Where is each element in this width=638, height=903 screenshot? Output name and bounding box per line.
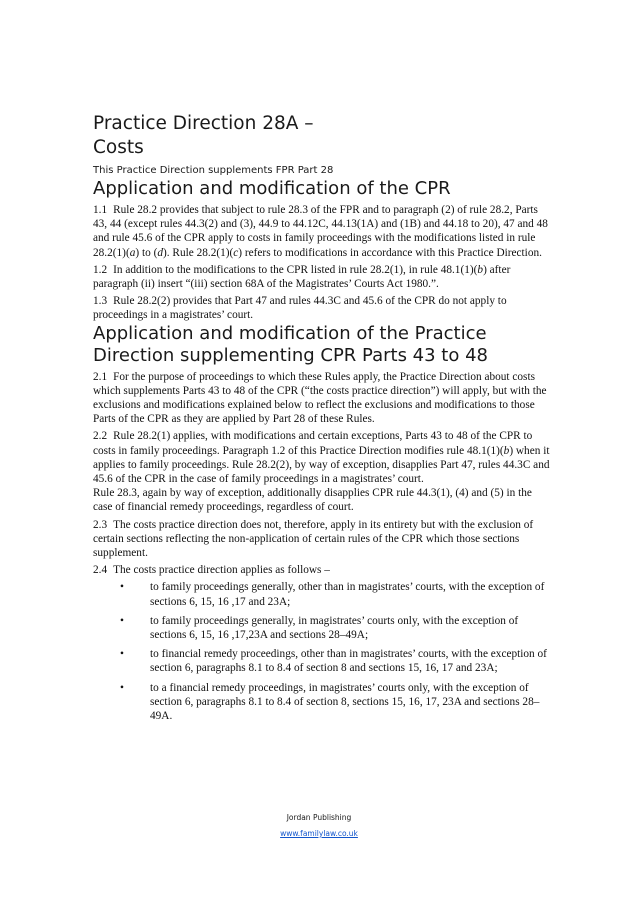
document-title-line1: Practice Direction 28A –: [93, 113, 314, 134]
page-content: [93, 112, 551, 728]
website-link[interactable]: www.familylaw.co.uk: [280, 829, 358, 838]
paragraph-2-1: 2.1 For the purpose of proceedings to which these Rules apply, the Practice Direction about costs which supplements Parts 43 to 48 of the CPR (“the costs practice direction”) will apply, but with the exclusions and modifications explained below to reflect the exclusions and modifications to those Parts of the CPR as they are applied by Part 28 of these Rules.: [93, 370, 547, 426]
bullet-icon: •: [120, 581, 124, 594]
list-item: • to a financial remedy proceedings, in magistrates’ courts only, with the exception of section 6, paragraphs 8.1 to 8.4 of section 8, sections 15, 16, 17, 23A and sections 28–49A.: [120, 681, 540, 723]
publisher-name: Jordan Publishing: [286, 813, 352, 822]
page-footer: [0, 810, 638, 842]
exceptions-list: [93, 580, 551, 723]
paragraph-number: 1.2: [93, 263, 108, 276]
document-subtitle: This Practice Direction supplements FPR Part 28: [93, 165, 334, 176]
paragraph-number: 2.4: [93, 564, 108, 577]
paragraph-1-1: 1.1 Rule 28.2 provides that subject to rule 28.3 of the FPR and to paragraph (2) of rule 28.2, Parts 43, 44 (except rules 44.3(2) and (3), 44.9 to 44.12C, 44.13(1A) and (1B) and 44.18 to 20), 47 and 48 and rule 45.6 of the CPR apply to costs in family proceedings with the modifications listed in rule 28.2(1)(a) to (d). Rule 28.2(1)(c) refers to modifications in accordance with this Practice Direction.: [93, 204, 548, 259]
paragraph-number: 2.1: [93, 370, 108, 383]
bullet-icon: •: [120, 614, 124, 627]
paragraph-1-2: 1.2 In addition to the modifications to the CPR listed in rule 28.2(1), in rule 48.1(1)(b) after paragraph (ii) insert “(iii) section 68A of the Magistrates’ Courts Act 1980.”.: [93, 263, 511, 291]
paragraph-2-4: 2.4 The costs practice direction applies as follows –: [93, 564, 330, 577]
document-title: [93, 112, 551, 160]
paragraph-number: 1.3: [93, 295, 108, 308]
document-title-line2: Costs: [93, 137, 144, 158]
list-item: • to family proceedings generally, in magistrates’ courts only, with the exception of sections 6, 15, 16 ,17,23A and sections 28–49A;: [120, 614, 519, 642]
paragraph-2-2: 2.2 Rule 28.2(1) applies, with modifications and certain exceptions, Parts 43 to 48 of the CPR to costs in family proceedings. Paragraph 1.2 of this Practice Direction modifies rule 48.1(1)(b) when it applies to family proceedings. Rule 28.2(2), by way of exception, disapplies Part 47, rules 44.3C and 45.6 of the CPR in the case of family proceedings in a magistrates’ court. Rule 28.3, again by way of exception, additionally disapplies CPR rule 44.3(1), (4) and (5) in the case of financial remedy proceedings, regardless of court.: [93, 430, 550, 514]
paragraph-number: 2.3: [93, 518, 108, 531]
paragraph-number: 1.1: [93, 204, 108, 216]
bullet-icon: •: [120, 681, 124, 694]
section1-heading: Application and modification of the CPR: [93, 178, 451, 199]
section2-heading: Application and modification of the Practice Direction supplementing CPR Parts 43 to 48: [93, 322, 488, 366]
paragraph-2-2-continuation: Rule 28.3, again by way of exception, additionally disapplies CPR rule 44.3(1), (4) and (5) in the case of financial remedy proceedings, regardless of court.: [93, 487, 532, 514]
paragraph-1-3: 1.3 Rule 28.2(2) provides that Part 47 and rules 44.3C and 45.6 of the CPR do not apply to proceedings in a magistrates’ court.: [93, 295, 507, 322]
paragraph-2-3: 2.3 The costs practice direction does not, therefore, apply in its entirety but with the exclusion of certain sections reflecting the non-application of certain rules of the CPR which those sections supplement.: [93, 518, 534, 560]
list-item: • to family proceedings generally, other than in magistrates’ courts, with the exception of sections 6, 15, 16 ,17 and 23A;: [120, 581, 545, 608]
list-item: • to financial remedy proceedings, other than in magistrates’ courts, with the exception of section 6, paragraphs 8.1 to 8.4 of section 8 and sections 15, 16, 17 and 23A;: [120, 648, 547, 675]
bullet-icon: •: [120, 648, 124, 661]
paragraph-number: 2.2: [93, 430, 108, 443]
